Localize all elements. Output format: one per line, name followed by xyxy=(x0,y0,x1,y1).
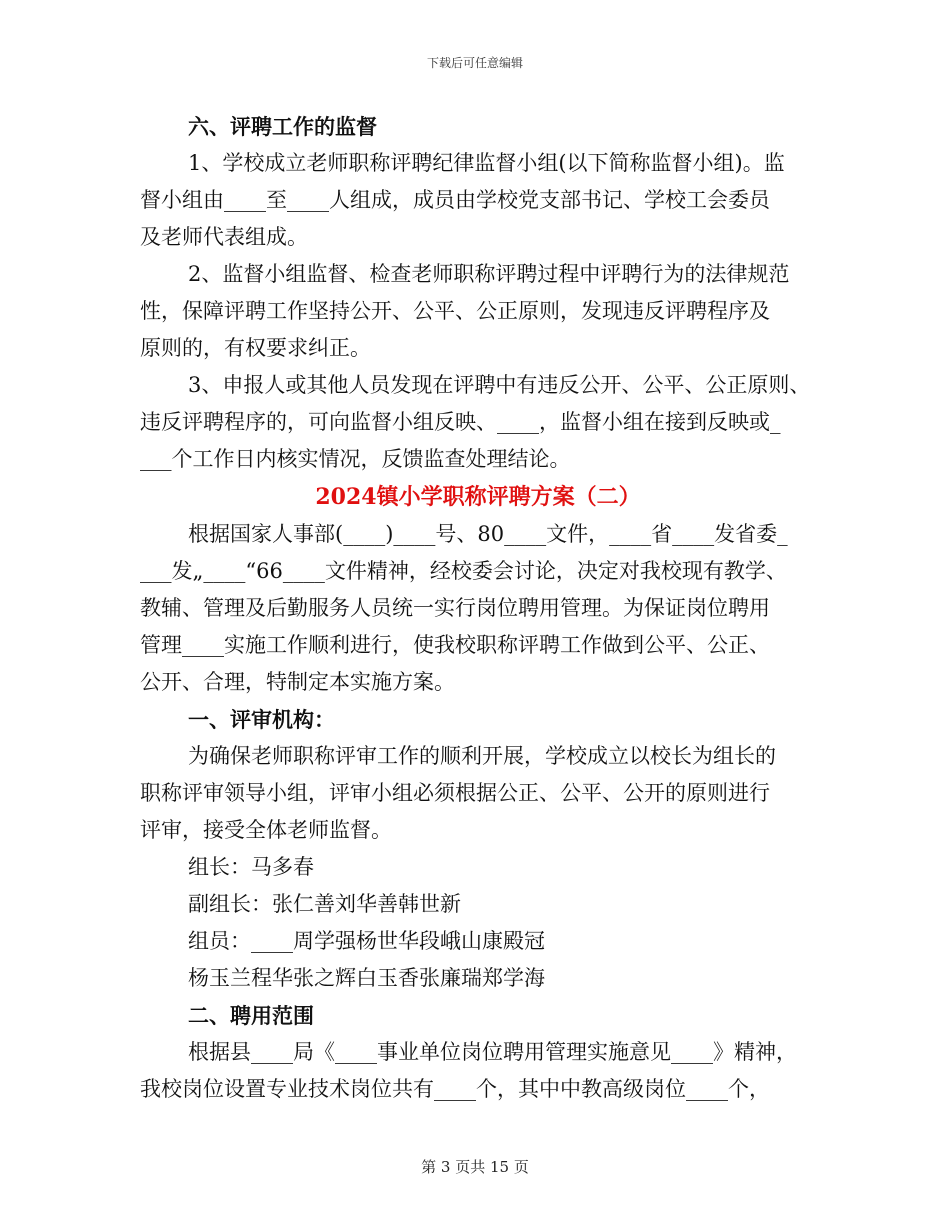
text-line: 性，保障评聘工作坚持公开、公平、公正原则，发现违反评聘程序及 xyxy=(140,299,770,323)
paragraph-scope xyxy=(140,1034,820,1108)
text-line: 职称评审领导小组，评审小组必须根据公正、公平、公开的原则进行 xyxy=(140,781,770,805)
paragraph-supervision-2 xyxy=(140,256,820,367)
text-line: 公开、合理，特制定本实施方案。 xyxy=(140,670,455,694)
paragraph-review-body xyxy=(140,738,820,849)
paragraph-supervision-1 xyxy=(140,145,820,256)
vice-group-leader: 副组长：张仁善刘华善韩世新 xyxy=(188,892,461,916)
text-line: 1、学校成立老师职称评聘纪律监督小组(以下简称监督小组)。监 xyxy=(188,151,785,175)
paragraph-intro xyxy=(140,516,820,701)
group-leader: 组长：马多春 xyxy=(188,855,314,879)
text-line: 评审，接受全体老师监督。 xyxy=(140,818,392,842)
text-line: 根据国家人事部(____)____号、80____文件，____省____发省委_ xyxy=(188,522,788,546)
text-line: 根据县____局《____事业单位岗位聘用管理实施意见____》精神， xyxy=(188,1040,797,1064)
text-line: 原则的，有权要求纠正。 xyxy=(140,336,371,360)
document-title: 2024镇小学职称评聘方案（二） xyxy=(315,484,641,510)
text-line: 3、申报人或其他人员发现在评聘中有违反公开、公平、公正原则、 xyxy=(188,373,811,397)
section-heading-scope: 二、聘用范围 xyxy=(188,1003,314,1028)
text-line: 督小组由____至____人组成，成员由学校党支部书记、学校工会委员 xyxy=(140,188,770,212)
text-line: 教辅、管理及后勤服务人员统一实行岗位聘用管理。为保证岗位聘用 xyxy=(140,596,770,620)
paragraph-supervision-3 xyxy=(140,367,820,478)
page-footer: 第 3 页共 15 页 xyxy=(421,1158,529,1176)
text-line: 我校岗位设置专业技术岗位共有____个，其中中教高级岗位____个， xyxy=(140,1077,770,1101)
section-heading-review-body: 一、评审机构： xyxy=(188,707,335,732)
section-heading-supervision: 六、评聘工作的监督 xyxy=(188,114,377,139)
document-body xyxy=(140,108,820,1108)
group-members-continued: 杨玉兰程华张之辉白玉香张廉瑞郑学海 xyxy=(188,966,545,990)
page-header: 下载后可任意编辑 xyxy=(426,56,523,70)
text-line: ___个工作日内核实情况，反馈监查处理结论。 xyxy=(140,447,571,471)
text-line: 为确保老师职称评审工作的顺利开展，学校成立以校长为组长的 xyxy=(188,744,776,768)
text-line: 及老师代表组成。 xyxy=(140,225,308,249)
text-line: 管理____实施工作顺利进行，使我校职称评聘工作做到公平、公正、 xyxy=(140,633,770,657)
group-members: 组员：____周学强杨世华段峨山康殿冠 xyxy=(188,929,545,953)
text-line: ___发„____“66____文件精神，经校委会讨论，决定对我校现有教学、 xyxy=(140,559,787,583)
text-line: 违反评聘程序的，可向监督小组反映、____，监督小组在接到反映或_ xyxy=(140,410,781,434)
text-line: 2、监督小组监督、检查老师职称评聘过程中评聘行为的法律规范 xyxy=(188,262,790,286)
